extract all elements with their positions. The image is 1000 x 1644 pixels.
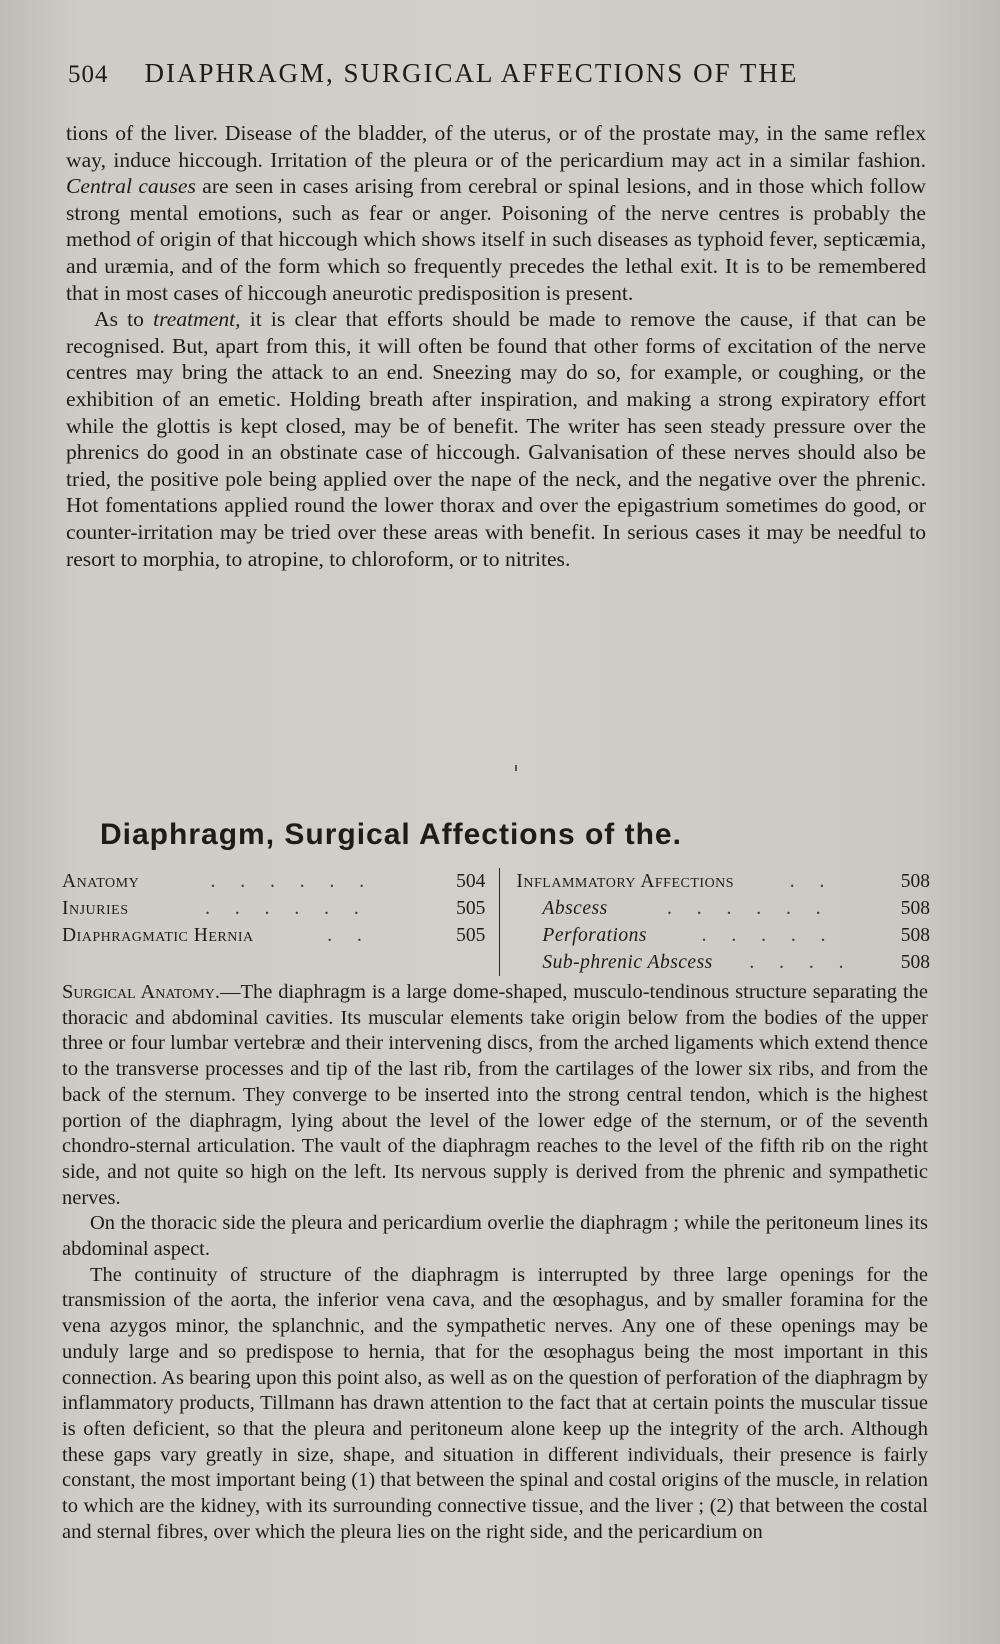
- toc-leader-dots: . . . . . .: [205, 897, 369, 919]
- text-span: it is clear that efforts should be made to remove the cause, if that can be recognised. But, apart from this, it will often be found that other forms of excitation of the nerve centres may bring the attack to an end. Sneezing may do so, for example, or coughing, or the exhibition of an emetic. Holding breath after inspiration, and making a strong expiratory effort while the glottis is kept closed, may be of benefit. The writer has seen steady pressure over the phrenics do good in an obstinate case of hiccough. Galvanisation of these nerves should also be tried, the positive pole being applied over the nape of the neck, and the negative over the phrenic. Hot fomentations applied round the lower thorax and over the epigastrium sometimes do good, or counter-irritation may be tried over these areas with benefit. In serious cases it may be needful to resort to morphia, to atropine, to chloroform, or to nitrites.: [66, 307, 926, 571]
- toc-subentry: [516, 949, 930, 976]
- toc-entry-page: 508: [900, 897, 930, 919]
- text-span: are seen in cases arising from cerebral or spinal lesions, and in those which follow strong mental emotions, such as fear or anger. Poisoning of the nerve centres is probably the method of origin of that hiccough which shows itself in such diseases as typhoid fever, septicæmia, and uræmia, and of the form which so frequently precedes the lethal exit. It is to be remembered that in most cases of hiccough aneurotic predisposition is present.: [66, 174, 927, 305]
- running-title: DIAPHRAGM, SURGICAL AFFECTIONS OF THE: [144, 58, 799, 88]
- toc-entry-page: 504: [456, 870, 486, 892]
- toc-leader-dots: . . . . . .: [667, 897, 831, 919]
- text-span: —The diaphragm is a large dome-shaped, musculo-tendinous structure separating the thoracic and abdominal cavities. Its muscular elements take origin below from the bodies of the upper three or four lumbar vertebræ and their intervening discs, from the arched ligaments which extend thence to the transverse processes and tip of the last rib, from the cartilages of the lower six ribs, and from the back of the sternum. They converge to be inserted into the strong central tendon, which is the highest portion of the diaphragm, lying about the level of the lower edge of the sternum, or of the seventh chondro-sternal articulation. The vault of the diaphragm reaches to the level of the fifth rib on the right side, and not quite so high on the left. Its nervous supply is derived from the phrenic and sympathetic nerves.: [62, 981, 928, 1209]
- page-header: [68, 58, 920, 89]
- toc-entry: [516, 868, 930, 895]
- toc-leader-dots: . .: [327, 924, 372, 946]
- toc-leader-dots: . . . .: [749, 951, 854, 973]
- toc-leader-dots: . . . . . .: [210, 870, 375, 892]
- toc-leader-dots: . . . . .: [701, 924, 836, 946]
- toc-entry-label: Anatomy: [62, 870, 140, 892]
- body-text-top: [66, 120, 926, 572]
- toc-entry-label: Inflammatory Affections: [516, 870, 735, 892]
- section-divider-mark: [515, 765, 517, 771]
- run-in-heading: Surgical Anatomy.: [62, 981, 220, 1003]
- toc-subentry: [516, 895, 930, 922]
- toc-subentry: [516, 922, 930, 949]
- toc-entry-page: 508: [900, 951, 930, 973]
- toc-right-column: [500, 868, 930, 976]
- toc-entry-page: 505: [456, 897, 486, 919]
- toc-left-column: [62, 868, 500, 976]
- body-text-bottom: [62, 980, 928, 1545]
- toc-entry-page: 505: [456, 924, 486, 946]
- toc-entry: [62, 922, 485, 949]
- toc-entry-page: 508: [900, 870, 930, 892]
- toc-entry-label: Sub-phrenic Abscess: [542, 951, 713, 973]
- text-span: tions of the liver. Disease of the bladder, of the uterus, or of the prostate may, in the same reflex way, induce hiccough. Irritation of the pleura or of the pericardium may act in a similar fashion.: [66, 121, 926, 172]
- paragraph-thoracic-side: On the thoracic side the pleura and pericardium overlie the diaphragm ; while the peritoneum lines its abdominal aspect.: [62, 1212, 928, 1261]
- toc-entry-label: Abscess: [542, 897, 608, 919]
- toc-entry-label: Injuries: [62, 897, 129, 919]
- paragraph-causes: [66, 120, 926, 306]
- italic-term: Central causes: [66, 174, 196, 199]
- paragraph-treatment: [66, 306, 926, 572]
- italic-term: treatment,: [153, 307, 241, 332]
- toc-entry-page: 508: [900, 924, 930, 946]
- text-span: As to: [94, 307, 154, 332]
- paragraph-continuity: The continuity of structure of the diaphragm is interrupted by three large openings for the transmission of the aorta, the inferior vena cava, and the œsophagus, and by smaller foramina for the vena azygos minor, the splanchnic, and the sympathetic nerves. Any one of these openings may be unduly large and so predispose to hernia, that for the œsophagus being the most important in this connection. As bearing upon this point also, as well as on the question of perforation of the diaphragm by inflammatory products, Tillmann has drawn attention to the fact that at certain points the muscular tissue is often deficient, so that the pleura and peritoneum alone keep up the integrity of the arch. Although these gaps vary greatly in size, shape, and situation in different individuals, their presence is fairly constant, the most important being (1) that between the spinal and costal origins of the muscle, in relation to which are the kidney, with its surrounding connective tissue, and the liver ; (2) that between the costal and sternal fibres, over which the pleura lies on the right side, and the pericardium on: [62, 1263, 928, 1543]
- page-number: 504: [68, 61, 109, 88]
- toc-entry: [62, 868, 485, 895]
- paragraph-anatomy: [62, 980, 928, 1211]
- toc-entry-label: Perforations: [542, 924, 648, 946]
- toc-leader-dots: . .: [789, 870, 835, 892]
- table-of-contents: [62, 868, 930, 976]
- toc-entry: [62, 895, 485, 922]
- toc-entry-label: Diaphragmatic Hernia: [62, 924, 254, 946]
- section-title: Diaphragm, Surgical Affections of the.: [100, 818, 682, 851]
